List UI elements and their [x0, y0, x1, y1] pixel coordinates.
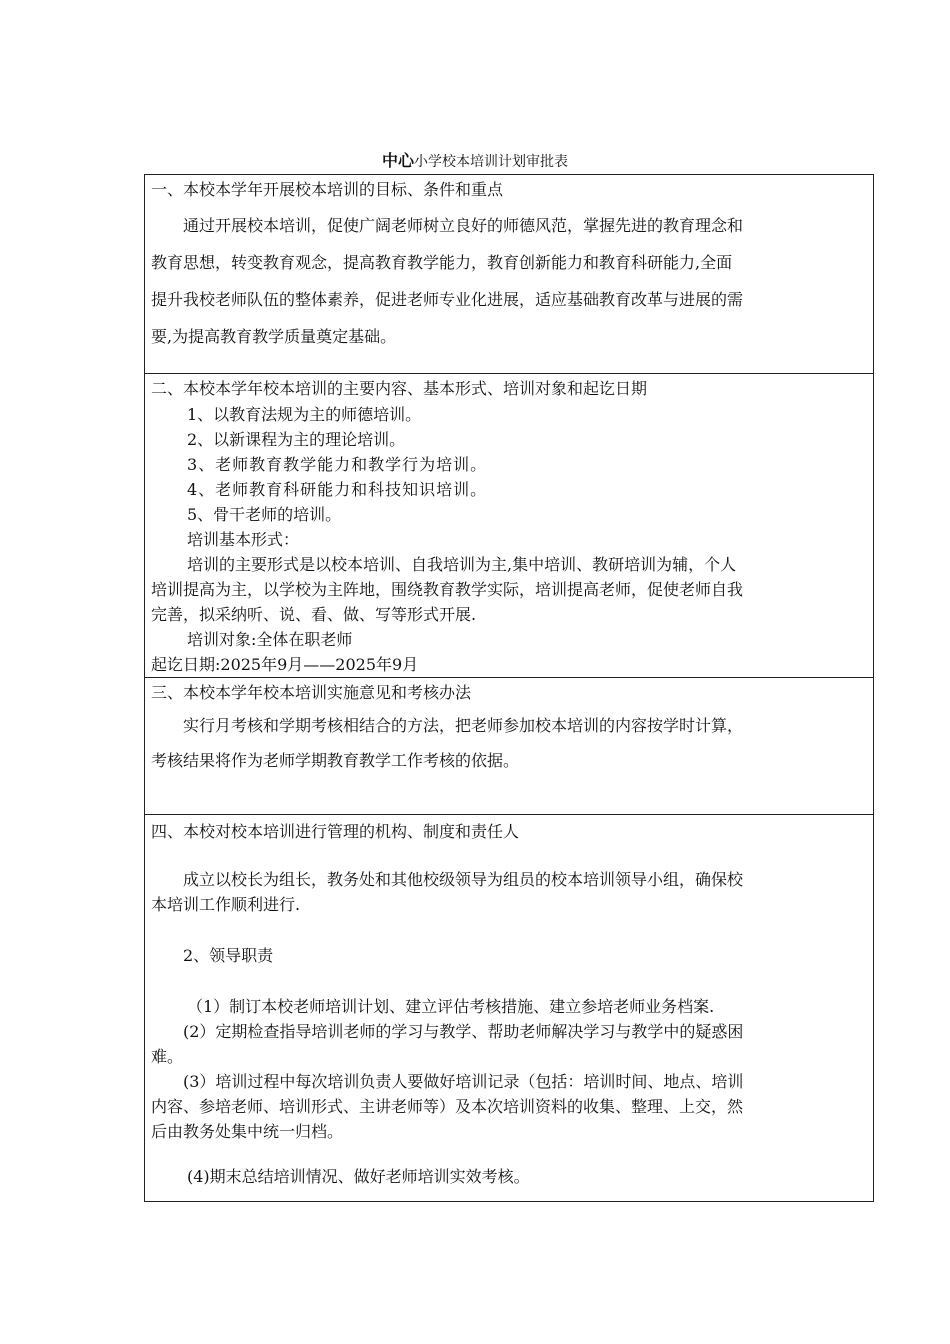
duty-2-line-2: 难。 [151, 1047, 184, 1066]
org-line-2: 本培训工作顺利进行. [151, 895, 301, 914]
content-item-2: 2、以新课程为主的理论培训。 [187, 430, 406, 449]
duty-4: (4)期末总结培训情况、做好老师培训实效考核。 [187, 1167, 530, 1186]
section-1-heading: 一、本校本学年开展校本培训的目标、条件和重点 [151, 180, 504, 199]
training-target: 培训对象:全体在职老师 [187, 630, 353, 649]
section-3-line-1: 实行月考核和学期考核相结合的方法，把老师参加校本培训的内容按学时计算， [183, 716, 744, 735]
section-3-cell [145, 678, 874, 815]
form-title [0, 150, 950, 173]
section-4-cell [145, 815, 874, 1202]
section-3-heading: 三、本校本学年校本培训实施意见和考核办法 [151, 683, 472, 702]
duty-3-line-1: (3）培训过程中每次培训负责人要做好培训记录（包括：培训时间、地点、培训 [183, 1072, 744, 1091]
duty-1: （1）制订本校老师培训计划、建立评估考核措施、建立参培老师业务档案. [187, 997, 715, 1016]
duty-3-line-2: 内容、参培老师、培训形式、主讲老师等）及本次培训资料的收集、整理、上交，然 [151, 1097, 744, 1116]
content-item-5: 5、骨干老师的培训。 [187, 505, 342, 524]
content-item-1: 1、以教育法规为主的师德培训。 [187, 405, 422, 424]
duty-3-line-3: 后由教务处集中统一归档。 [151, 1122, 344, 1141]
approval-table [144, 174, 874, 1202]
duty-label: 2、领导职责 [183, 946, 274, 965]
form-title-rest: 小学校本培训计划审批表 [414, 154, 568, 170]
training-form-label: 培训基本形式： [187, 530, 300, 549]
training-dates: 起讫日期:2025年9月——2025年9月 [151, 655, 419, 674]
section-1-cell [145, 175, 874, 374]
section-3-line-2: 考核结果将作为老师学期教育教学工作考核的依据。 [151, 751, 520, 770]
training-form-line-1: 培训的主要形式是以校本培训、自我培训为主,集中培训、教研培训为辅，个人 [187, 555, 737, 574]
duty-2-line-1: (2）定期检查指导培训老师的学习与教学、帮助老师解决学习与教学中的疑惑困 [183, 1022, 744, 1041]
org-line-1: 成立以校长为组长，教务处和其他校级领导为组员的校本培训领导小组，确保校 [183, 870, 744, 889]
section-2-cell [145, 374, 874, 678]
content-item-4: 4、老师教育科研能力和科技知识培训。 [187, 480, 488, 499]
training-form-line-2: 培训提高为主，以学校为主阵地，围绕教育教学实际，培训提高老师，促使老师自我 [151, 580, 744, 599]
section-4-heading: 四、本校对校本培训进行管理的机构、制度和责任人 [151, 822, 520, 841]
section-2-heading: 二、本校本学年校本培训的主要内容、基本形式、培训对象和起讫日期 [151, 379, 648, 398]
section-1-line-2: 教育思想，转变教育观念，提高教育教学能力，教育创新能力和教育科研能力,全面 [151, 253, 733, 272]
content-item-3: 3、老师教育教学能力和教学行为培训。 [187, 455, 488, 474]
section-1-line-1: 通过开展校本培训，促使广阔老师树立良好的师德风范，掌握先进的教育理念和 [183, 216, 744, 235]
form-title-bold: 中心 [381, 151, 414, 170]
training-form-line-3: 完善，拟采纳听、说、看、做、写等形式开展. [151, 605, 477, 624]
section-1-line-3: 提升我校老师队伍的整体素养，促进老师专业化进展，适应基础教育改革与进展的需 [151, 290, 744, 309]
section-1-line-4: 要,为提高教育教学质量奠定基础。 [151, 327, 397, 346]
